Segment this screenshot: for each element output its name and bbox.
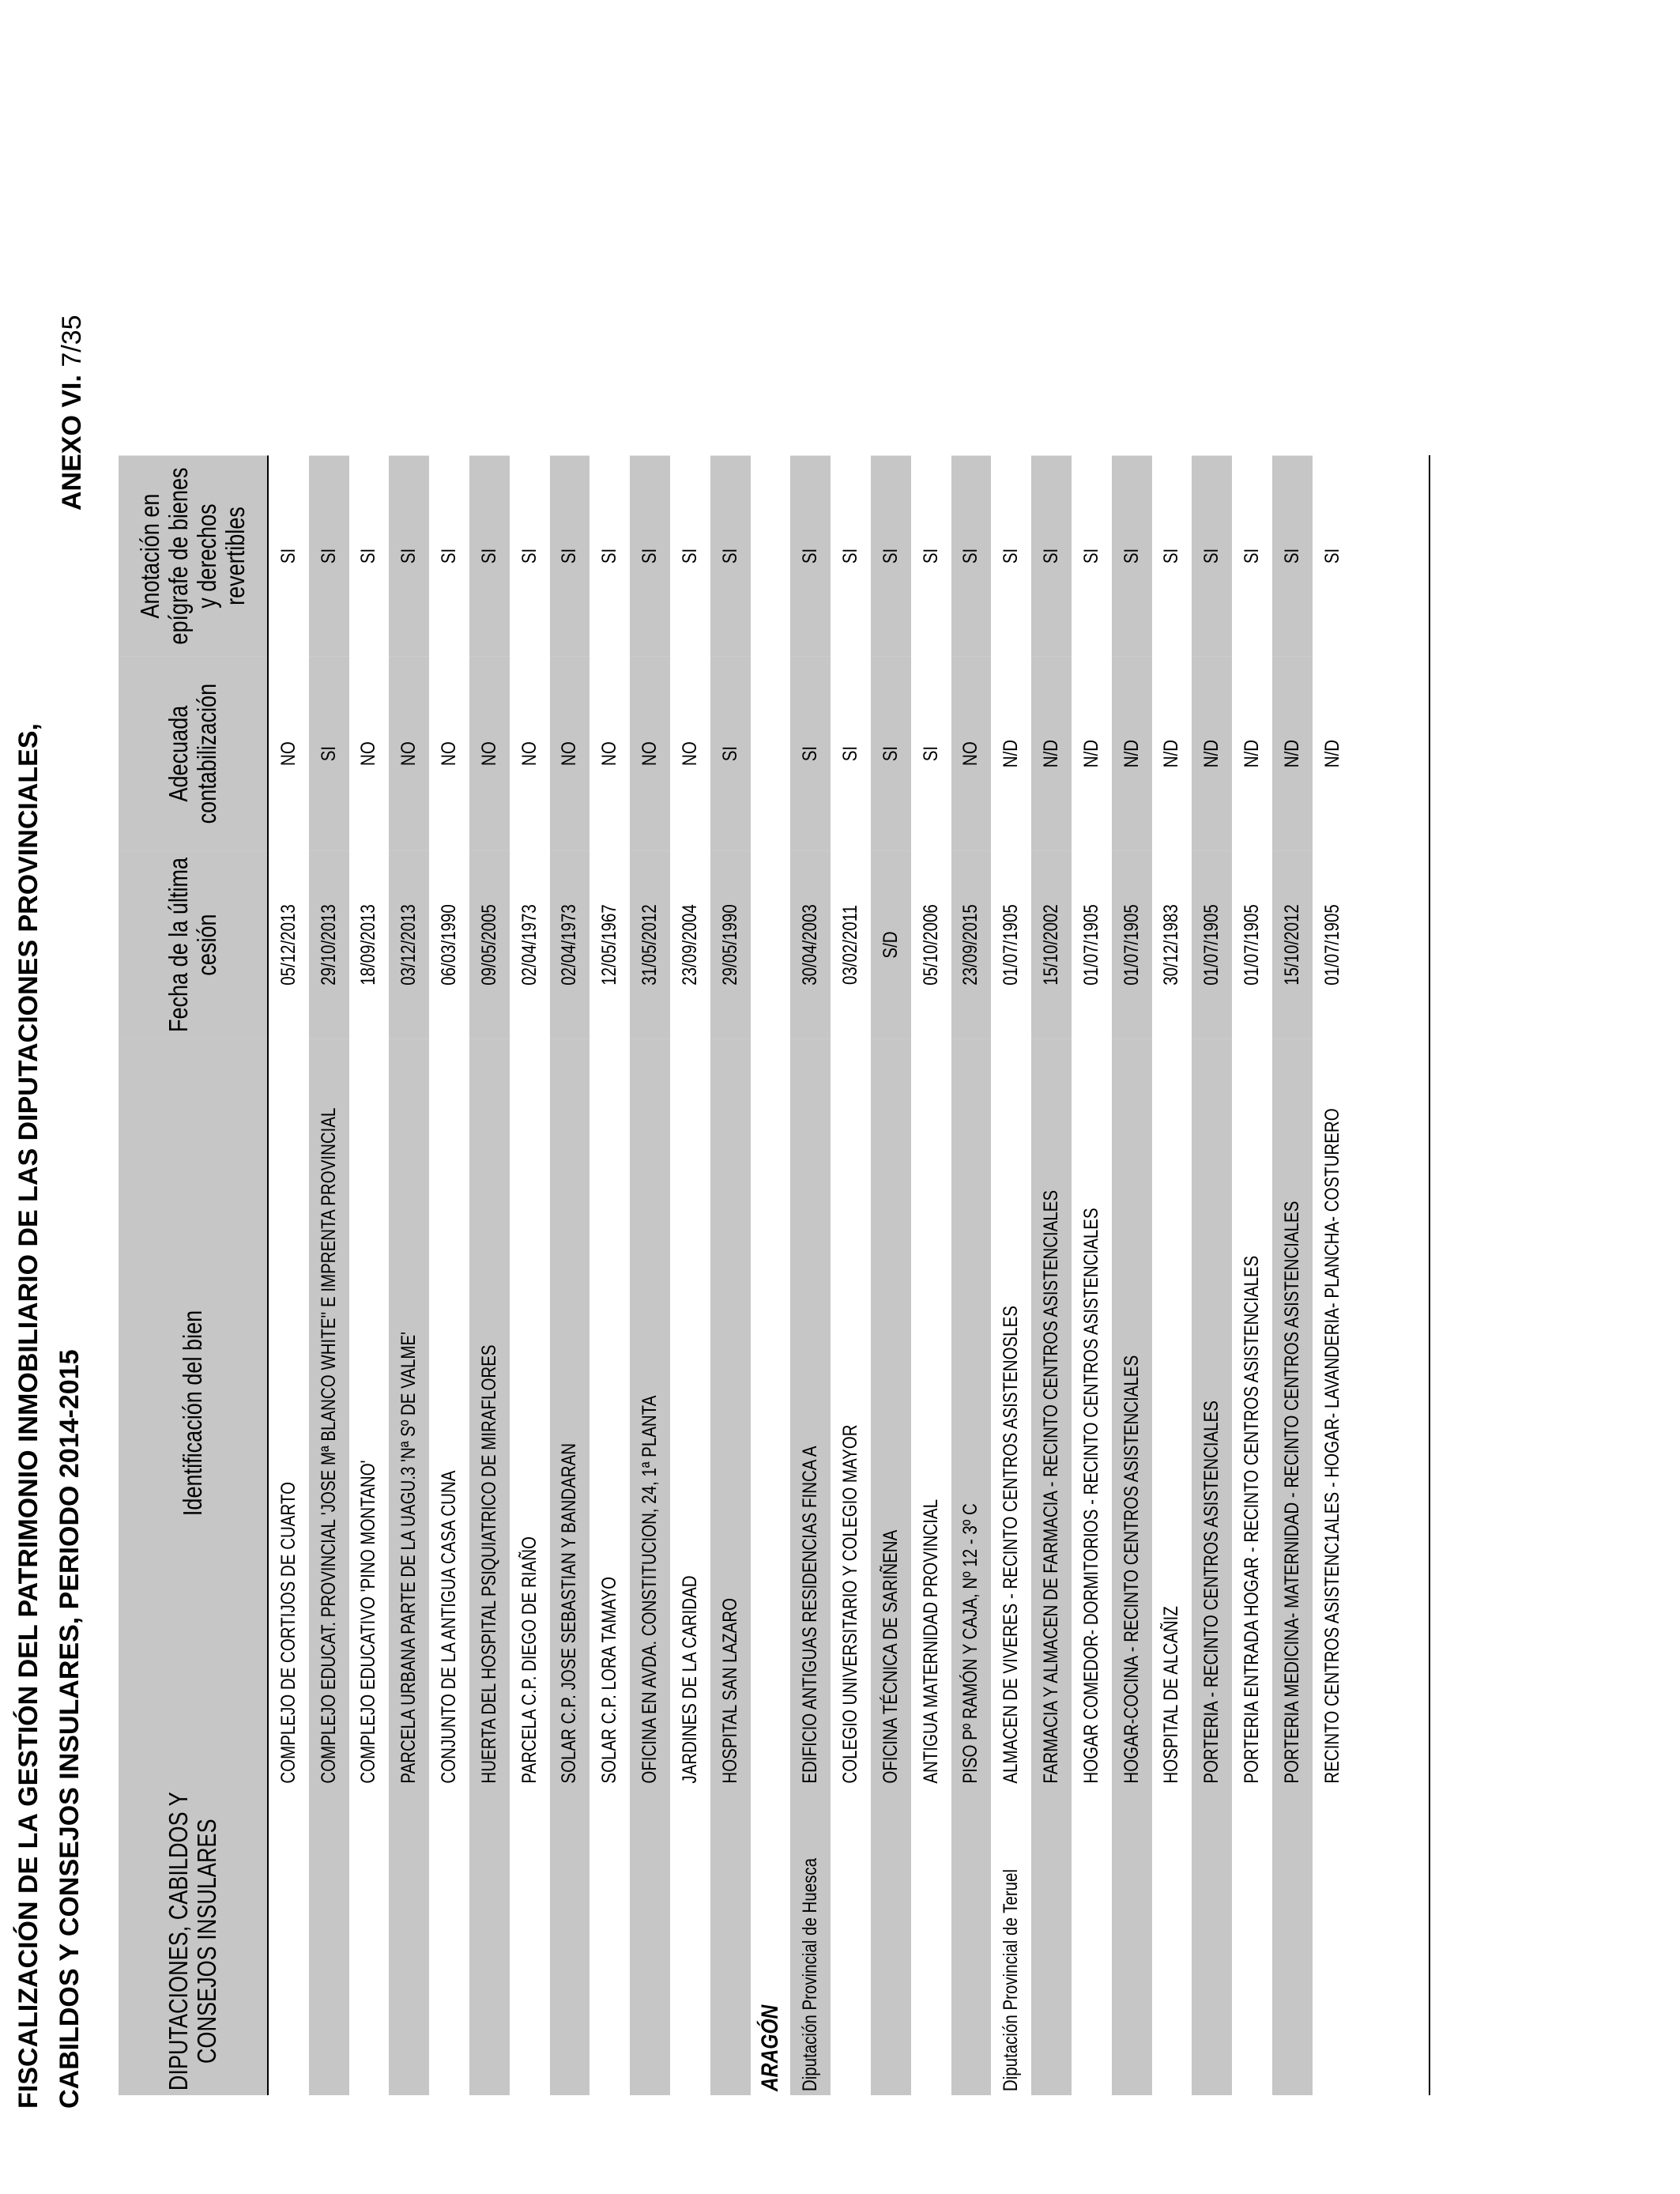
annotation-cell: SI <box>277 548 299 564</box>
accounting-cell: N/D <box>1000 739 1023 768</box>
annotation-cell: SI <box>790 455 831 656</box>
annotation-cell: SI <box>550 455 590 656</box>
item-cell: EDIFICIO ANTIGUAS RESIDENCIAS FINCA A <box>790 1039 831 1787</box>
table-row <box>268 455 309 2095</box>
date-cell: 02/04/1973 <box>550 851 590 1039</box>
entity-cell <box>1072 1788 1112 2096</box>
annotation-cell: SI <box>598 548 621 564</box>
item-cell: HOGAR COMEDOR- DORMITORIOS - RECINTO CENTROS ASISTENCIALES <box>1079 1208 1102 1784</box>
entity-cell <box>1272 1788 1313 2096</box>
entity-cell: Diputación Provincial de Huesca <box>790 1788 831 2096</box>
table-row <box>510 455 550 2095</box>
item-cell: PORTERIA ENTRADA HOGAR - RECINTO CENTROS ASISTENCIALES <box>1241 1255 1264 1784</box>
table-bottom-rule <box>1429 455 1430 2095</box>
accounting-cell: N/D <box>1112 657 1152 851</box>
annotation-cell: SI <box>1112 455 1152 656</box>
title-line-2: CABILDOS Y CONSEJOS INSULARES, PERIODO 2014-2015 <box>55 1349 85 2109</box>
item-cell: HOSPITAL DE ALCAÑIZ <box>1160 1606 1183 1784</box>
accounting-cell: SI <box>839 745 862 762</box>
date-cell: 29/05/1990 <box>710 851 751 1039</box>
table-row <box>1031 455 1072 2095</box>
annotation-cell: SI <box>389 455 429 656</box>
accounting-cell: NO <box>357 741 380 766</box>
table-row <box>871 455 911 2095</box>
entity-cell <box>1313 1788 1353 2096</box>
table-row <box>590 455 630 2095</box>
entity-cell <box>670 1788 710 2096</box>
date-cell: 01/07/1905 <box>1192 851 1232 1039</box>
date-cell: 23/09/2004 <box>678 904 701 986</box>
item-cell: PARCELA C.P. DIEGO DE RIAÑO <box>518 1536 541 1784</box>
date-cell: 03/12/2013 <box>389 851 429 1039</box>
entity-cell <box>1152 1788 1192 2096</box>
annotation-cell: SI <box>1031 455 1072 656</box>
accounting-cell: NO <box>277 741 299 766</box>
annotation-cell: SI <box>710 455 751 656</box>
empty-cell <box>751 455 791 656</box>
table-row <box>309 455 349 2095</box>
entity-cell <box>469 1788 510 2096</box>
date-cell: 01/07/1905 <box>1079 904 1102 986</box>
accounting-cell: N/D <box>1241 739 1264 768</box>
entity-cell <box>1031 1788 1072 2096</box>
date-cell: 30/12/1983 <box>1160 904 1183 986</box>
date-cell: 05/10/2006 <box>919 904 942 986</box>
date-cell: 29/10/2013 <box>309 851 349 1039</box>
region-row <box>751 455 791 2095</box>
item-cell: FARMACIA Y ALMACEN DE FARMACIA - RECINTO CENTROS ASISTENCIALES <box>1031 1039 1072 1787</box>
entity-cell <box>831 1788 871 2096</box>
entity-cell <box>590 1788 630 2096</box>
accounting-cell: SI <box>871 657 911 851</box>
item-cell: OFICINA TÉCNICA DE SARIÑENA <box>871 1039 911 1787</box>
accounting-cell: NO <box>550 657 590 851</box>
accounting-cell: N/D <box>1272 657 1313 851</box>
entity-cell <box>951 1788 992 2096</box>
item-cell: PORTERIA MEDICINA- MATERNIDAD - RECINTO CENTROS ASISTENCIALES <box>1272 1039 1313 1787</box>
date-cell: 15/10/2012 <box>1272 851 1313 1039</box>
date-cell: 01/07/1905 <box>1241 904 1264 986</box>
table-row <box>1072 455 1112 2095</box>
item-cell: PISO Pº RAMÓN Y CAJA, Nº 12 - 3º C <box>951 1039 992 1787</box>
table-row <box>831 455 871 2095</box>
table-row <box>1272 455 1313 2095</box>
date-cell: 31/05/2012 <box>630 851 670 1039</box>
accounting-cell: SI <box>710 657 751 851</box>
annotation-cell: SI <box>1079 548 1102 564</box>
accounting-cell: NO <box>630 657 670 851</box>
entity-cell <box>510 1788 550 2096</box>
date-cell: 23/09/2015 <box>951 851 992 1039</box>
accounting-cell: NO <box>469 657 510 851</box>
entity-cell <box>1112 1788 1152 2096</box>
annotation-cell: SI <box>1000 548 1023 564</box>
accounting-cell: NO <box>518 741 541 766</box>
item-cell: ANTIGUA MATERNIDAD PROVINCIAL <box>919 1499 942 1784</box>
accounting-cell: NO <box>678 741 701 766</box>
item-cell: SOLAR C.P. LORA TAMAYO <box>598 1576 621 1784</box>
empty-cell <box>751 1039 791 1787</box>
accounting-cell: NO <box>951 657 992 851</box>
table-row <box>1152 455 1192 2095</box>
annotation-cell: SI <box>839 548 862 564</box>
assets-table <box>119 455 1353 2095</box>
item-cell: SOLAR C.P. JOSE SEBASTIAN Y BANDARAN <box>550 1039 590 1787</box>
entity-cell <box>429 1788 469 2096</box>
table-row <box>991 455 1031 2095</box>
date-cell: 01/07/1905 <box>1112 851 1152 1039</box>
accounting-cell: NO <box>598 741 621 766</box>
item-cell: COMPLEJO EDUCATIVO 'PINO MONTANO' <box>357 1460 380 1784</box>
date-cell: 30/04/2003 <box>790 851 831 1039</box>
table-row <box>911 455 951 2095</box>
entity-cell <box>1232 1788 1272 2096</box>
annotation-cell: SI <box>438 548 461 564</box>
item-cell: JARDINES DE LA CARIDAD <box>678 1575 701 1784</box>
accounting-cell: SI <box>790 657 831 851</box>
annotation-cell: SI <box>309 455 349 656</box>
annotation-cell: SI <box>1320 548 1343 564</box>
item-cell: HUERTA DEL HOSPITAL PSIQUIATRICO DE MIRAFLORES <box>469 1039 510 1787</box>
date-cell: 06/03/1990 <box>438 904 461 986</box>
entity-cell <box>911 1788 951 2096</box>
annotation-cell: SI <box>1160 548 1183 564</box>
accounting-cell: SI <box>309 657 349 851</box>
accounting-cell: NO <box>389 657 429 851</box>
annotation-cell: SI <box>357 548 380 564</box>
accounting-cell: N/D <box>1031 657 1072 851</box>
table-row <box>710 455 751 2095</box>
empty-cell <box>751 657 791 851</box>
item-cell: COLEGIO UNIVERSITARIO Y COLEGIO MAYOR <box>839 1424 862 1784</box>
empty-cell <box>751 851 791 1039</box>
date-cell: 05/12/2013 <box>277 904 299 986</box>
annotation-cell: SI <box>518 548 541 564</box>
table-row <box>349 455 390 2095</box>
entity-cell <box>871 1788 911 2096</box>
accounting-cell: N/D <box>1160 739 1183 768</box>
accounting-cell: N/D <box>1079 739 1102 768</box>
table-header-row <box>119 455 268 2095</box>
annotation-cell: SI <box>1272 455 1313 656</box>
date-cell: 01/07/1905 <box>1000 904 1023 986</box>
date-cell: 12/05/1967 <box>598 904 621 986</box>
table-row <box>1112 455 1152 2095</box>
entity-cell <box>389 1788 429 2096</box>
annotation-cell: SI <box>1241 548 1264 564</box>
date-cell: 03/02/2011 <box>839 904 862 986</box>
entity-cell: Diputación Provincial de Teruel <box>1000 1868 1023 2092</box>
item-cell: COMPLEJO DE CORTIJOS DE CUARTO <box>277 1481 299 1784</box>
annotation-cell: SI <box>678 548 701 564</box>
annex-page: 7/35 <box>57 315 87 368</box>
annotation-cell: SI <box>919 548 942 564</box>
table-row <box>630 455 670 2095</box>
item-cell: HOGAR-COCINA - RECINTO CENTROS ASISTENCIALES <box>1112 1039 1152 1787</box>
accounting-cell: SI <box>919 745 942 762</box>
date-cell: S/D <box>871 851 911 1039</box>
annotation-cell: SI <box>871 455 911 656</box>
table-row <box>550 455 590 2095</box>
annotation-cell: SI <box>951 455 992 656</box>
table-row <box>1192 455 1232 2095</box>
date-cell: 09/05/2005 <box>469 851 510 1039</box>
entity-cell <box>550 1788 590 2096</box>
annotation-cell: SI <box>1192 455 1232 656</box>
region-name: ARAGÓN <box>756 2004 783 2092</box>
table-row <box>1313 455 1353 2095</box>
item-cell: PARCELA URBANA PARTE DE LA UAGU.3 'Nª Sº DE VALME' <box>389 1039 429 1787</box>
entity-cell <box>630 1788 670 2096</box>
title-line-1: FISCALIZACIÓN DE LA GESTIÓN DEL PATRIMONIO INMOBILIARIO DE LAS DIPUTACIONES PROVINCIALES, <box>13 723 43 2109</box>
header-item: Identificación del bien <box>119 1039 268 1787</box>
annotation-cell: SI <box>469 455 510 656</box>
item-cell: PORTERIA - RECINTO CENTROS ASISTENCIALES <box>1192 1039 1232 1787</box>
table-row <box>670 455 710 2095</box>
header-annotation: Anotación en epígrafe de bienes y derechos revertibles <box>119 455 268 656</box>
accounting-cell: NO <box>438 741 461 766</box>
entity-cell <box>1192 1788 1232 2096</box>
date-cell: 15/10/2002 <box>1031 851 1072 1039</box>
date-cell: 01/07/1905 <box>1320 904 1343 986</box>
header-entity: DIPUTACIONES, CABILDOS Y CONSEJOS INSULARES <box>119 1788 268 2096</box>
entity-cell <box>309 1788 349 2096</box>
accounting-cell: N/D <box>1320 739 1343 768</box>
item-cell: HOSPITAL SAN LAZARO <box>710 1039 751 1787</box>
date-cell: 18/09/2013 <box>357 904 380 986</box>
annex-label: ANEXO VI. <box>57 375 87 511</box>
accounting-cell: N/D <box>1192 657 1232 851</box>
table-row <box>790 455 831 2095</box>
entity-cell <box>349 1788 390 2096</box>
date-cell: 02/04/1973 <box>518 904 541 986</box>
table-row <box>469 455 510 2095</box>
entity-cell <box>268 1788 309 2096</box>
table-row <box>951 455 992 2095</box>
document-title <box>8 723 90 2109</box>
table-row <box>429 455 469 2095</box>
annotation-cell: SI <box>630 455 670 656</box>
item-cell: RECINTO CENTROS ASISTENC1ALES - HOGAR- LAVANDERIA- PLANCHA- COSTURERO <box>1320 1108 1343 1784</box>
table-row <box>389 455 429 2095</box>
header-accounting: Adecuada contabilización <box>119 657 268 851</box>
table-row <box>1232 455 1272 2095</box>
item-cell: OFICINA EN AVDA. CONSTITUCION, 24, 1ª PLANTA <box>630 1039 670 1787</box>
item-cell: CONJUNTO DE LA ANTIGUA CASA CUNA <box>438 1470 461 1784</box>
header-date: Fecha de la última cesión <box>119 851 268 1039</box>
item-cell: COMPLEJO EDUCAT. PROVINCIAL 'JOSE Mª BLANCO WHITE'' E IMPRENTA PROVINCIAL <box>309 1039 349 1787</box>
item-cell: ALMACEN DE VIVERES - RECINTO CENTROS ASISTENOSLES <box>1000 1306 1023 1784</box>
entity-cell <box>710 1788 751 2096</box>
